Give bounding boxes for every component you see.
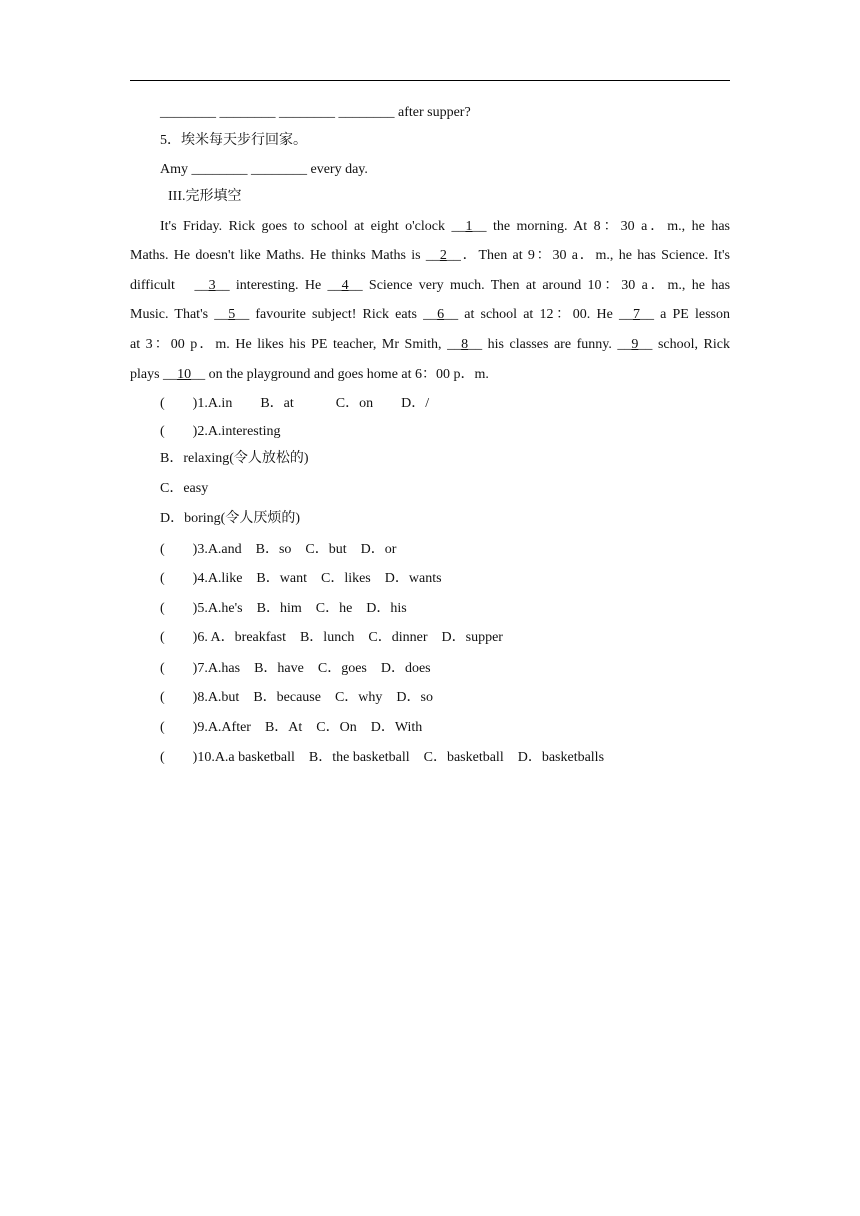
question-5-chinese: 5．埃米每天步行回家。	[160, 133, 307, 148]
question-9: ( )9.A.After B．At C．On D．With	[160, 720, 423, 735]
blank-1: 1	[465, 219, 473, 234]
question-2-option-b: B．relaxing(令人放松的)	[160, 451, 309, 466]
question-2-option-d: D．boring(令人厌烦的)	[160, 511, 300, 526]
blank-2: 2	[439, 248, 447, 263]
blank-8: 8	[461, 337, 469, 352]
blank-7: 7	[632, 307, 640, 322]
question-8: ( )8.A.but B．because C．why D．so	[160, 690, 433, 705]
section-title: III.完形填空	[168, 189, 242, 204]
blank-9: 9	[631, 337, 639, 352]
question-5-english: Amy ________ ________ every day.	[160, 162, 368, 177]
blank-4: 4	[341, 278, 349, 293]
header-rule	[130, 80, 730, 81]
passage-line-5: at 3：00 p．m. He likes his PE teacher, Mr Smith, __8__ his classes are funny. __9__ school, Rick	[130, 337, 731, 352]
passage-line-3: difficult __3__ interesting. He __4__ Science very much. Then at around 10：30 a．m., he has	[130, 278, 731, 293]
passage-line-1: It's Friday. Rick goes to school at eight o'clock __1__ the morning. At 8：30 a．m., he has	[160, 219, 730, 234]
question-1: ( )1.A.in B．at C．on D．/	[160, 396, 430, 411]
blank-6: 6	[437, 307, 445, 322]
blank-5: 5	[228, 307, 236, 322]
question-2-option-c: C．easy	[160, 481, 209, 496]
question-5: ( )5.A.he's B．him C．he D．his	[160, 601, 407, 616]
passage-line-6: plays __10__ on the playground and goes home at 6：00 p．m.	[130, 367, 489, 382]
blank-3: 3	[208, 278, 216, 293]
question-7: ( )7.A.has B．have C．goes D．does	[160, 661, 431, 676]
blank-10: 10	[177, 367, 192, 382]
passage-line-4: Music. That's __5__ favourite subject! Rick eats __6__ at school at 12：00. He __7__ a PE lesson	[130, 307, 730, 322]
passage-line-2: Maths. He doesn't like Maths. He thinks Maths is __2__．Then at 9：30 a．m., he has Science. It's	[130, 248, 731, 263]
question-3: ( )3.A.and B．so C．but D．or	[160, 542, 397, 557]
question-10: ( )10.A.a basketball B．the basketball C．basketball D．basketballs	[160, 750, 605, 765]
question-4: ( )4.A.like B．want C．likes D．wants	[160, 571, 442, 586]
question-2: ( )2.A.interesting	[160, 424, 281, 439]
question-6: ( )6. A．breakfast B．lunch C．dinner D．supper	[160, 630, 503, 645]
fill-line: ________ ________ ________ ________ after supper?	[160, 105, 471, 120]
